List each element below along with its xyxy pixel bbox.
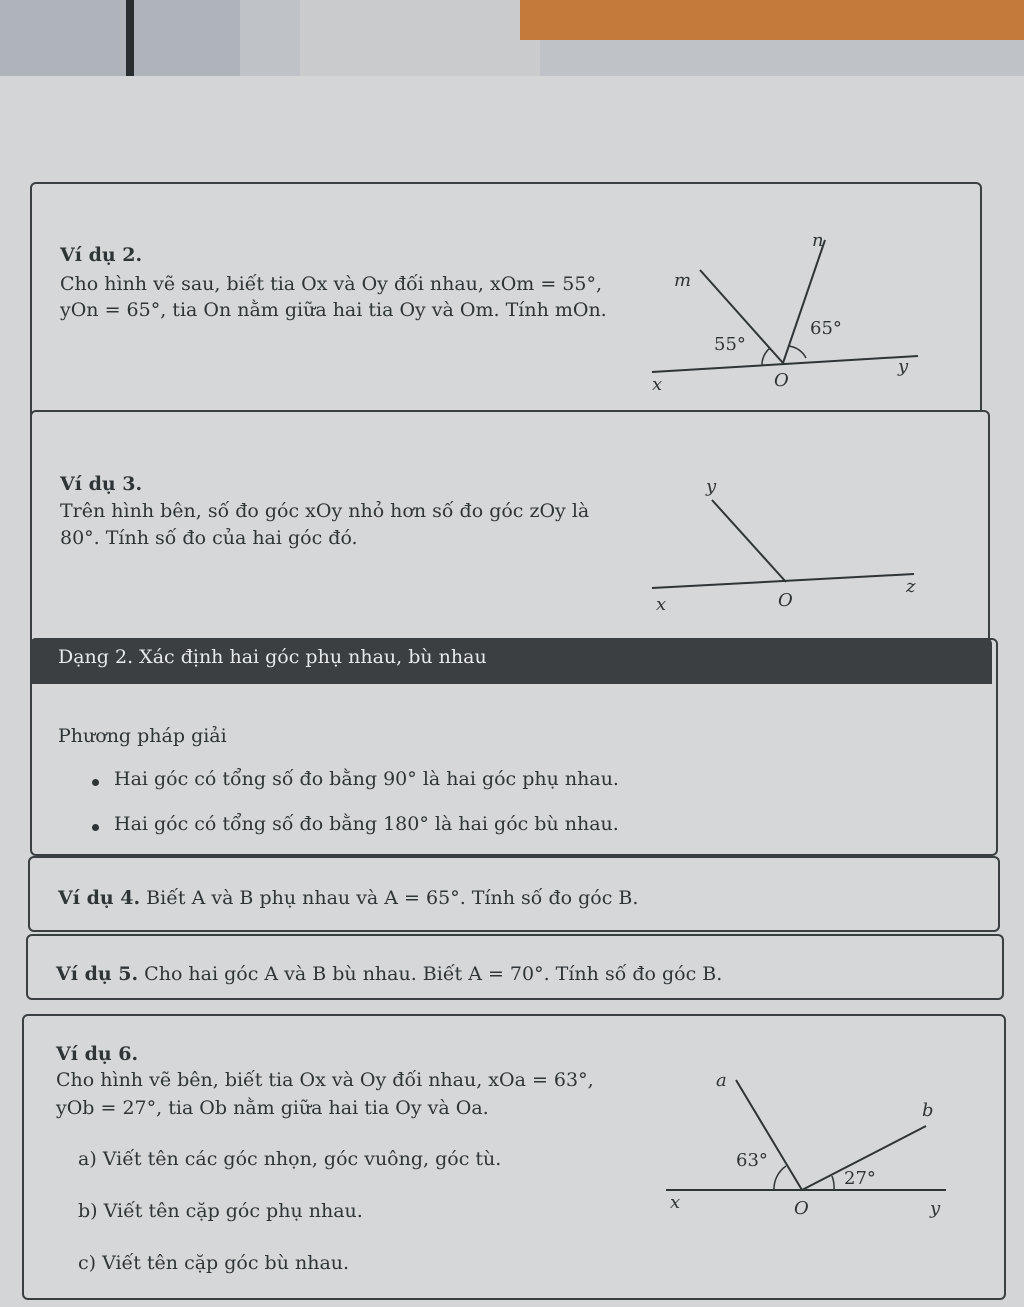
background-edge [126,0,134,76]
example-2-line-2: yOn = 65°, tia On nằm giữa hai tia Oy và Om. Tính mOn. [60,299,607,321]
figure-angle-27: 27° [844,1168,876,1189]
bullet-dot [92,824,99,831]
background-table [520,0,1024,40]
figure-angle-55: 55° [714,334,746,355]
example-6-figure [660,1062,960,1232]
example-2-figure [640,230,940,400]
figure-label-x: x [656,594,667,615]
example-2-line-1: Cho hình vẽ sau, biết tia Ox và Oy đối nhau, xOm = 55°, [60,273,603,295]
example-6-part-c: c) Viết tên cặp góc bù nhau. [78,1252,350,1274]
figure-label-o: O [794,1198,809,1219]
example-6-title: Ví dụ 6. [56,1043,139,1065]
figure-label-o: O [774,370,789,391]
example-6-part-b: b) Viết tên cặp góc phụ nhau. [78,1200,363,1222]
figure-angle-63: 63° [736,1150,768,1171]
figure-angle-65: 65° [810,318,842,339]
example-2-title: Ví dụ 2. [60,244,143,266]
background-paper-stack [300,0,540,80]
figure-label-x: x [670,1192,681,1213]
example-4-title: Ví dụ 4. [58,887,141,909]
example-3-line-2: 80°. Tính số đo của hai góc đó. [60,527,358,549]
example-5-text: Cho hai góc A và B bù nhau. Biết A = 70°. Tính số đo góc B. [144,963,723,985]
figure-label-y: y [898,356,909,377]
figure-label-a: a [716,1070,727,1091]
method-bullet-2: Hai góc có tổng số đo bằng 180° là hai góc bù nhau. [114,813,619,835]
figure-label-n: n [812,230,824,251]
example-3-line-1: Trên hình bên, số đo góc xOy nhỏ hơn số đo góc zOy là [60,500,590,522]
figure-label-y: y [706,476,717,497]
figure-label-x: x [652,374,663,395]
method-title: Phương pháp giải [58,725,227,747]
example-5-title: Ví dụ 5. [56,963,139,985]
example-5-line [56,960,722,988]
example-6-part-a: a) Viết tên các góc nhọn, góc vuông, góc tù. [78,1148,502,1170]
example-6-line-2: yOb = 27°, tia Ob nằm giữa hai tia Oy và Oa. [56,1097,489,1119]
background-surface [0,0,240,78]
example-6-line-1: Cho hình vẽ bên, biết tia Ox và Oy đối nhau, xOa = 63°, [56,1069,594,1091]
example-4-line [58,884,638,912]
figure-label-m: m [674,270,692,291]
section-header: Dạng 2. Xác định hai góc phụ nhau, bù nhau [30,638,992,684]
figure-label-y: y [930,1198,941,1219]
bullet-dot [92,779,99,786]
figure-label-b: b [922,1100,934,1121]
figure-label-z: z [906,576,916,597]
example-3-figure [640,470,940,620]
method-bullet-1: Hai góc có tổng số đo bằng 90° là hai góc phụ nhau. [114,768,619,790]
figure-label-o: O [778,590,793,611]
example-4-text: Biết A và B phụ nhau và A = 65°. Tính số đo góc B. [146,887,639,909]
example-3-title: Ví dụ 3. [60,473,143,495]
